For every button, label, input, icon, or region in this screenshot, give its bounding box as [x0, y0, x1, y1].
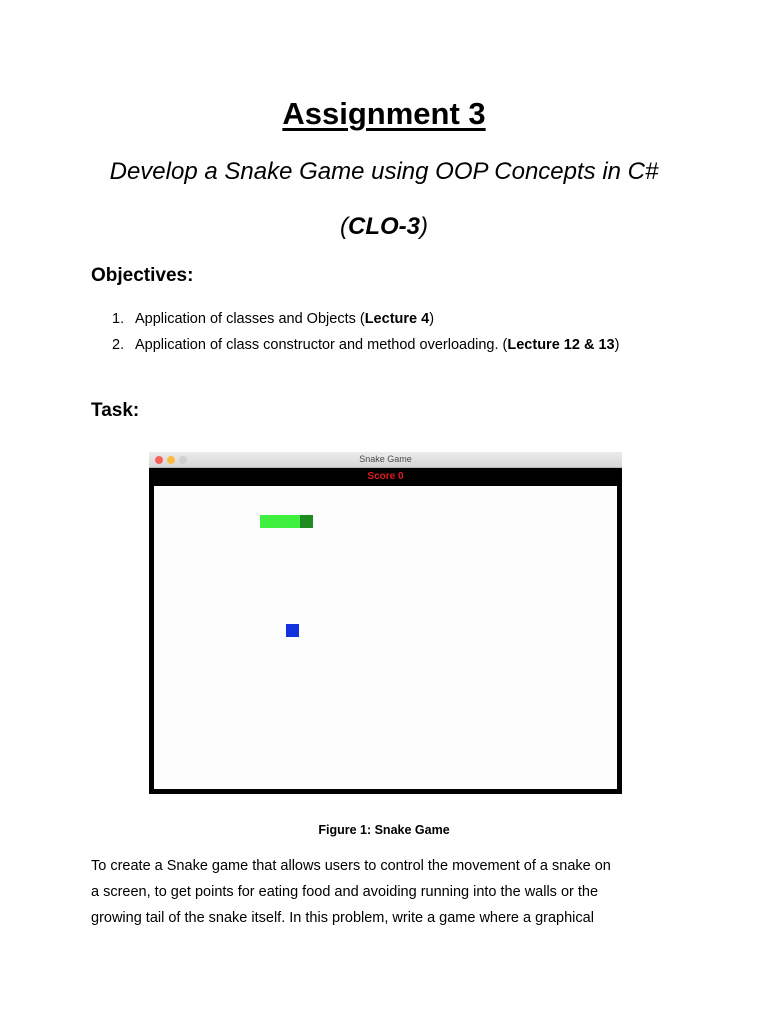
list-item-end: ) — [429, 311, 435, 327]
task-heading: Task: — [91, 400, 140, 421]
list-item — [112, 335, 619, 361]
list-item-number: 1. — [112, 311, 125, 327]
list-item — [112, 309, 619, 335]
clo-open: ( — [340, 213, 348, 240]
list-item-number: 2. — [112, 337, 125, 353]
clo-close: ) — [420, 213, 428, 240]
game-board — [154, 486, 617, 789]
snake-body — [260, 515, 300, 528]
page-subtitle: Develop a Snake Game using OOP Concepts in C# — [109, 158, 659, 185]
objectives-list — [112, 309, 619, 361]
window-title: Snake Game — [359, 454, 412, 464]
snake-game-screenshot — [149, 452, 622, 794]
clo-code: CLO-3 — [348, 213, 420, 240]
paragraph-line: growing tail of the snake itself. In this problem, write a game where a graphical — [91, 910, 594, 926]
window-titlebar — [149, 452, 622, 468]
figure-caption: Figure 1: Snake Game — [318, 823, 450, 837]
lecture-ref: Lecture 12 & 13 — [507, 337, 615, 353]
clo-label — [0, 213, 768, 241]
paragraph-line: a screen, to get points for eating food and avoiding running into the walls or the — [91, 884, 599, 900]
snake-head — [300, 515, 313, 528]
objectives-heading: Objectives: — [91, 265, 194, 286]
page-title: Assignment 3 — [282, 96, 486, 131]
paragraph-line: To create a Snake game that allows users to control the movement of a snake on — [91, 858, 611, 874]
task-paragraph — [91, 853, 691, 931]
list-item-end: ) — [614, 337, 620, 353]
list-item-text: Application of class constructor and method overloading. ( — [135, 337, 508, 353]
lecture-ref: Lecture 4 — [364, 311, 430, 327]
score-label: Score 0 — [367, 471, 404, 482]
food-block — [286, 624, 299, 637]
list-item-text: Application of classes and Objects ( — [135, 311, 365, 327]
